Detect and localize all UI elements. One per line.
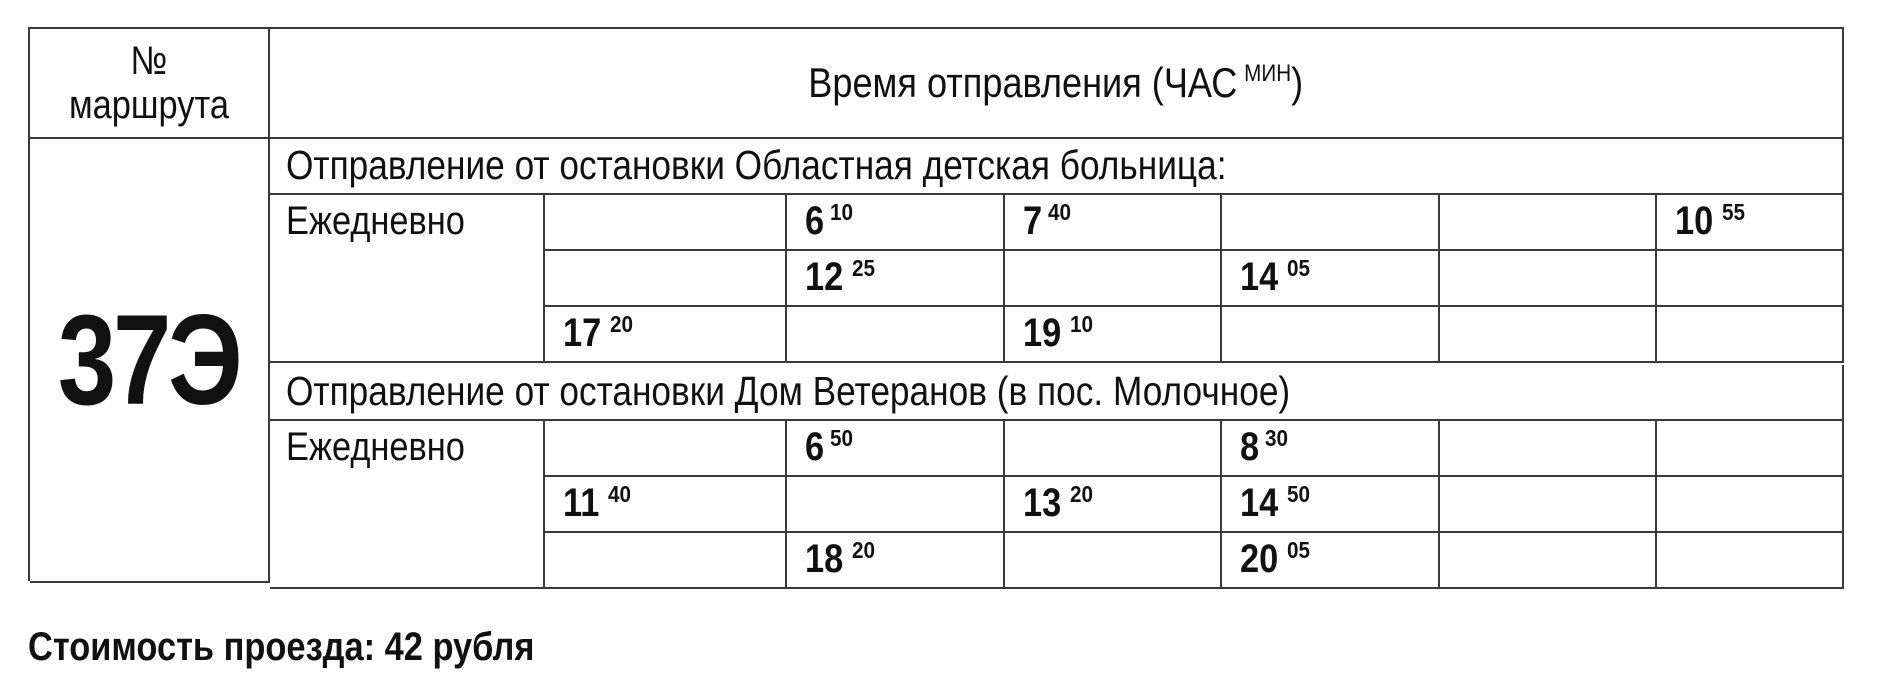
day-label: Ежедневно	[270, 195, 545, 363]
empty-cell	[1657, 477, 1844, 533]
departure-minutes: 55	[1721, 199, 1745, 225]
departure-time	[1005, 477, 1222, 533]
empty-cell	[1005, 421, 1222, 477]
departure-minutes: 50	[1286, 481, 1310, 507]
departure-hour: 14	[1240, 481, 1279, 525]
empty-cell	[1005, 533, 1222, 589]
departure-hour: 19	[1023, 311, 1062, 355]
empty-cell	[1440, 195, 1657, 251]
empty-cell	[1657, 307, 1844, 363]
departure-minutes: 25	[851, 255, 875, 281]
empty-cell	[1440, 533, 1657, 589]
departure-hour: 17	[563, 311, 602, 355]
empty-cell	[787, 307, 1005, 363]
departure-time	[1222, 533, 1440, 589]
empty-cell	[545, 195, 787, 251]
departure-hour: 6	[805, 199, 825, 243]
departure-time	[1222, 477, 1440, 533]
departure-minutes: 05	[1286, 537, 1310, 563]
empty-cell	[545, 421, 787, 477]
departure-hour: 20	[1240, 537, 1279, 581]
departure-minutes: 20	[1069, 481, 1093, 507]
empty-cell	[1657, 533, 1844, 589]
departure-time	[787, 195, 1005, 251]
fare-text: Стоимость проезда: 42 рубля	[28, 625, 535, 669]
departure-time	[787, 251, 1005, 307]
day-label: Ежедневно	[270, 421, 545, 589]
departure-time	[1222, 421, 1440, 477]
empty-cell	[1657, 251, 1844, 307]
route-column-header	[30, 29, 270, 139]
time-header-close: )	[1291, 59, 1304, 106]
departure-minutes: 20	[609, 311, 633, 337]
stop-heading: Отправление от остановки Областная детская больница:	[270, 139, 1844, 195]
departure-minutes: 10	[1069, 311, 1093, 337]
departure-time	[787, 533, 1005, 589]
departure-time	[1222, 251, 1440, 307]
time-header-minutes: МИН	[1244, 60, 1292, 87]
departure-time	[787, 421, 1005, 477]
departure-minutes: 40	[607, 481, 631, 507]
empty-cell	[1440, 251, 1657, 307]
stop-heading: Отправление от остановки Дом Ветеранов (в пос. Молочное)	[270, 365, 1844, 421]
empty-cell	[1005, 251, 1222, 307]
schedule-table	[28, 27, 1844, 581]
empty-cell	[1440, 477, 1657, 533]
empty-cell	[1440, 307, 1657, 363]
departure-hour: 7	[1023, 199, 1043, 243]
departure-hour: 10	[1675, 199, 1714, 243]
departure-time	[1005, 307, 1222, 363]
empty-cell	[1440, 421, 1657, 477]
departure-minutes: 50	[829, 425, 853, 451]
route-header-number-sign: №	[130, 39, 168, 83]
departure-hour: 6	[805, 425, 825, 469]
empty-cell	[787, 477, 1005, 533]
departure-time	[545, 307, 787, 363]
departure-time	[1005, 195, 1222, 251]
departure-minutes: 30	[1264, 425, 1288, 451]
departure-minutes: 10	[829, 199, 853, 225]
departure-minutes: 40	[1047, 199, 1071, 225]
route-header-label: маршрута	[69, 83, 229, 127]
departure-minutes: 05	[1286, 255, 1310, 281]
empty-cell	[1222, 195, 1440, 251]
departure-time	[1657, 195, 1844, 251]
empty-cell	[1657, 421, 1844, 477]
departure-time	[545, 477, 787, 533]
route-number-cell	[30, 139, 270, 583]
time-column-header	[270, 29, 1844, 139]
time-header-label: Время отправления (ЧАС	[808, 59, 1238, 106]
empty-cell	[545, 251, 787, 307]
departure-hour: 13	[1023, 481, 1062, 525]
departure-hour: 11	[563, 481, 600, 525]
route-number: 37Э	[58, 288, 240, 432]
departure-hour: 8	[1240, 425, 1260, 469]
departure-minutes: 20	[851, 537, 875, 563]
departure-hour: 18	[805, 537, 844, 581]
departure-hour: 12	[805, 255, 844, 299]
empty-cell	[1222, 307, 1440, 363]
empty-cell	[545, 533, 787, 589]
departure-hour: 14	[1240, 255, 1279, 299]
